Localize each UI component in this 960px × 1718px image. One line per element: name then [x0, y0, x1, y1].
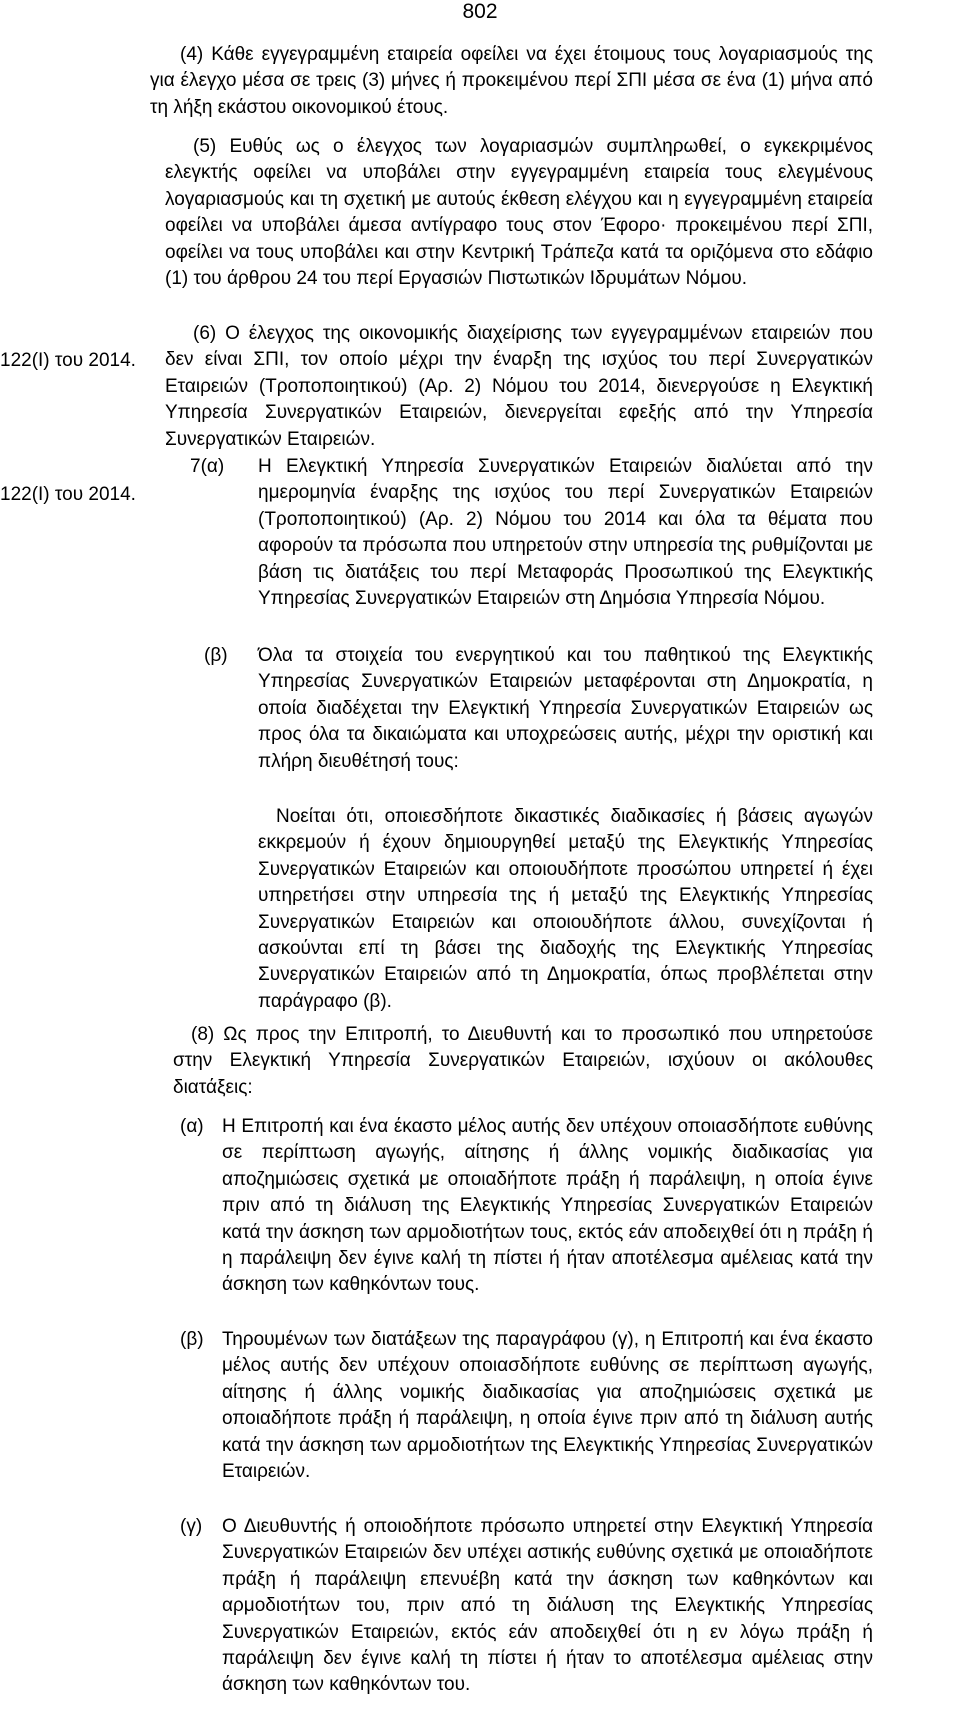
paragraph-4: (4) Κάθε εγγεγραμμένη εταιρεία οφείλει να έχει έτοιμους τους λογαριασμούς της για έλεγχο μέσα σε τρεις (3) μήνες ή προκειμένου περί ΣΠΙ μέσα σε ένα (1) μήνα από τη λήξη εκάστου οικονομικού έτους. [150, 44, 873, 118]
paragraph-7b: Όλα τα στοιχεία του ενεργητικού και του παθητικού της Ελεγκτικής Υπηρεσίας Συνεργατικών Εταιρειών μεταφέρονται στη Δημοκρατία, η οποία διαδέχεται την Ελεγκτική Υπηρεσία Συνεργατικών Εταιρειών ως προς όλα τα δικαιώματα και υποχρεώσεις αυτής, μέχρι την οριστική και πλήρη διευθέτησή τους: [258, 645, 873, 772]
paragraph-8c-label: (γ) [180, 1516, 203, 1537]
paragraph-7a-label: 7(α) [190, 456, 225, 477]
paragraph-5: (5) Ευθύς ως ο έλεγχος των λογαριασμών συμπληρωθεί, ο εγκεκριμένος ελεγκτής οφείλει να υποβάλει στην εγγεγραμμένη εταιρεία τους ελεγμένους λογαριασμούς και τη σχετική με αυτούς έκθεση ελέγχου και η εγγεγραμμένη εταιρεία οφείλει να υποβάλει άμεσα αντίγραφο τους στον Έφορο· προκειμένου περί ΣΠΙ, οφείλει να τους υποβάλει και στην Κεντρική Τράπεζα κατά τα οριζόμενα στο εδάφιο (1) του άρθρου 24 του περί Εργασιών Πιστωτικών Ιδρυμάτων Νόμου. [165, 136, 873, 290]
paragraph-8a: Η Επιτροπή και ένα έκαστο μέλος αυτής δεν υπέχουν οποιασδήποτε ευθύνης σε περίπτωση αγωγής, αίτησης ή άλλης νομικής διαδικασίας για αποζημιώσεις σχετικά με οποιαδήποτε πράξη ή παράλειψη, η οποία έγινε πριν από τη διάλυση της Ελεγκτικής Υπηρεσίας Συνεργατικών Εταιρειών κατά την άσκηση των αρμοδιοτήτων τους, εκτός εάν αποδειχθεί ότι η πράξη ή η παράλειψη δεν έγινε καλή τη πίστει ή ήταν αποτέλεσμα αμέλειας κατά την άσκηση των καθηκόντων τους. [222, 1116, 873, 1296]
margin-note-law-reference-2: 122(I) του 2014. [0, 484, 136, 505]
page-number: 802 [462, 0, 498, 23]
paragraph-8c: Ο Διευθυντής ή οποιοδήποτε πρόσωπο υπηρετεί στην Ελεγκτική Υπηρεσία Συνεργατικών Εταιρειών δεν υπέχει αστικής ευθύνης σχετικά με οποιαδήποτε πράξη ή παράλειψη επενυέβη κατά την άσκηση των καθηκόντων και αρμοδιοτήτων του, πριν από τη διάλυση της Ελεγκτικής Υπηρεσίας Συνεργατικών Εταιρειών, εκτός εάν αποδειχθεί ότι η εν λόγω πράξη ή παράλειψη δεν έγινε καλή τη πίστει ή ήταν το αποτέλεσμα αμέλειας στην άσκηση των καθηκόντων του. [222, 1516, 873, 1696]
margin-note-law-reference-1: 122(I) του 2014. [0, 350, 136, 371]
paragraph-8a-label: (α) [180, 1116, 204, 1137]
paragraph-7a: Η Ελεγκτική Υπηρεσία Συνεργατικών Εταιρειών διαλύεται από την ημερομηνία έναρξης της ισχύος του περί Συνεργατικών Εταιρειών (Τροποποιητικού) (Αρ. 2) Νόμου του 2014 και όλα τα θέματα που αφορούν τα πρόσωπα που υπηρετούν στην υπηρεσία της ρυθμίζονται με βάση τις διατάξεις του περί Μεταφοράς Προσωπικού της Ελεγκτικής Υπηρεσίας Συνεργατικών Εταιρειών στη Δημόσια Υπηρεσία Νόμου. [258, 456, 873, 610]
paragraph-7b-label: (β) [204, 645, 228, 666]
paragraph-6: (6) Ο έλεγχος της οικονομικής διαχείρισης των εγγεγραμμένων εταιρειών που δεν είναι ΣΠΙ, τον οποίο μέχρι την έναρξη της ισχύος του περί Συνεργατικών Εταιρειών (Τροποποιητικού) (Αρ. 2) Νόμου του 2014, διενεργούσε η Ελεγκτική Υπηρεσία Συνεργατικών Εταιρειών, διενεργείται εφεξής από την Υπηρεσία Συνεργατικών Εταιρειών. [165, 323, 873, 450]
paragraph-8: (8) Ως προς την Επιτροπή, το Διευθυντή και το προσωπικό που υπηρετούσε στην Ελεγκτική Υπηρεσία Συνεργατικών Εταιρειών, ισχύουν οι ακόλουθες διατάξεις: [173, 1024, 873, 1098]
paragraph-8b-label: (β) [180, 1329, 204, 1350]
paragraph-8b: Τηρουμένων των διατάξεων της παραγράφου (γ), η Επιτροπή και ένα έκαστο μέλος αυτής δεν υπέχουν οποιασδήποτε ευθύνης σε περίπτωση αγωγής, αίτησης ή άλλης νομικής διαδικασίας για αποζημιώσεις σχετικά με οποιαδήποτε πράξη ή παράλειψη, η οποία έγινε πριν από τη διάλυση αυτής κατά την άσκηση των αρμοδιοτήτων της Ελεγκτικής Υπηρεσίας Συνεργατικών Εταιρειών. [222, 1329, 873, 1483]
paragraph-7-proviso: Νοείται ότι, οποιεσδήποτε δικαστικές διαδικασίες ή βάσεις αγωγών εκκρεμούν ή έχουν δημιουργηθεί μεταξύ της Ελεγκτικής Υπηρεσίας Συνεργατικών Εταιρειών και οποιουδήποτε προσώπου υπηρετεί ή έχει υπηρετήσει στην υπηρεσία της ή μεταξύ της Ελεγκτικής Υπηρεσίας Συνεργατικών Εταιρειών και οποιουδήποτε άλλου, συνεχίζονται ή ασκούνται επί τη βάσει της διαδοχής της Ελεγκτικής Υπηρεσίας Συνεργατικών Εταιρειών από τη Δημοκρατία, όπως προβλέπεται στην παράγραφο (β). [258, 806, 873, 1012]
